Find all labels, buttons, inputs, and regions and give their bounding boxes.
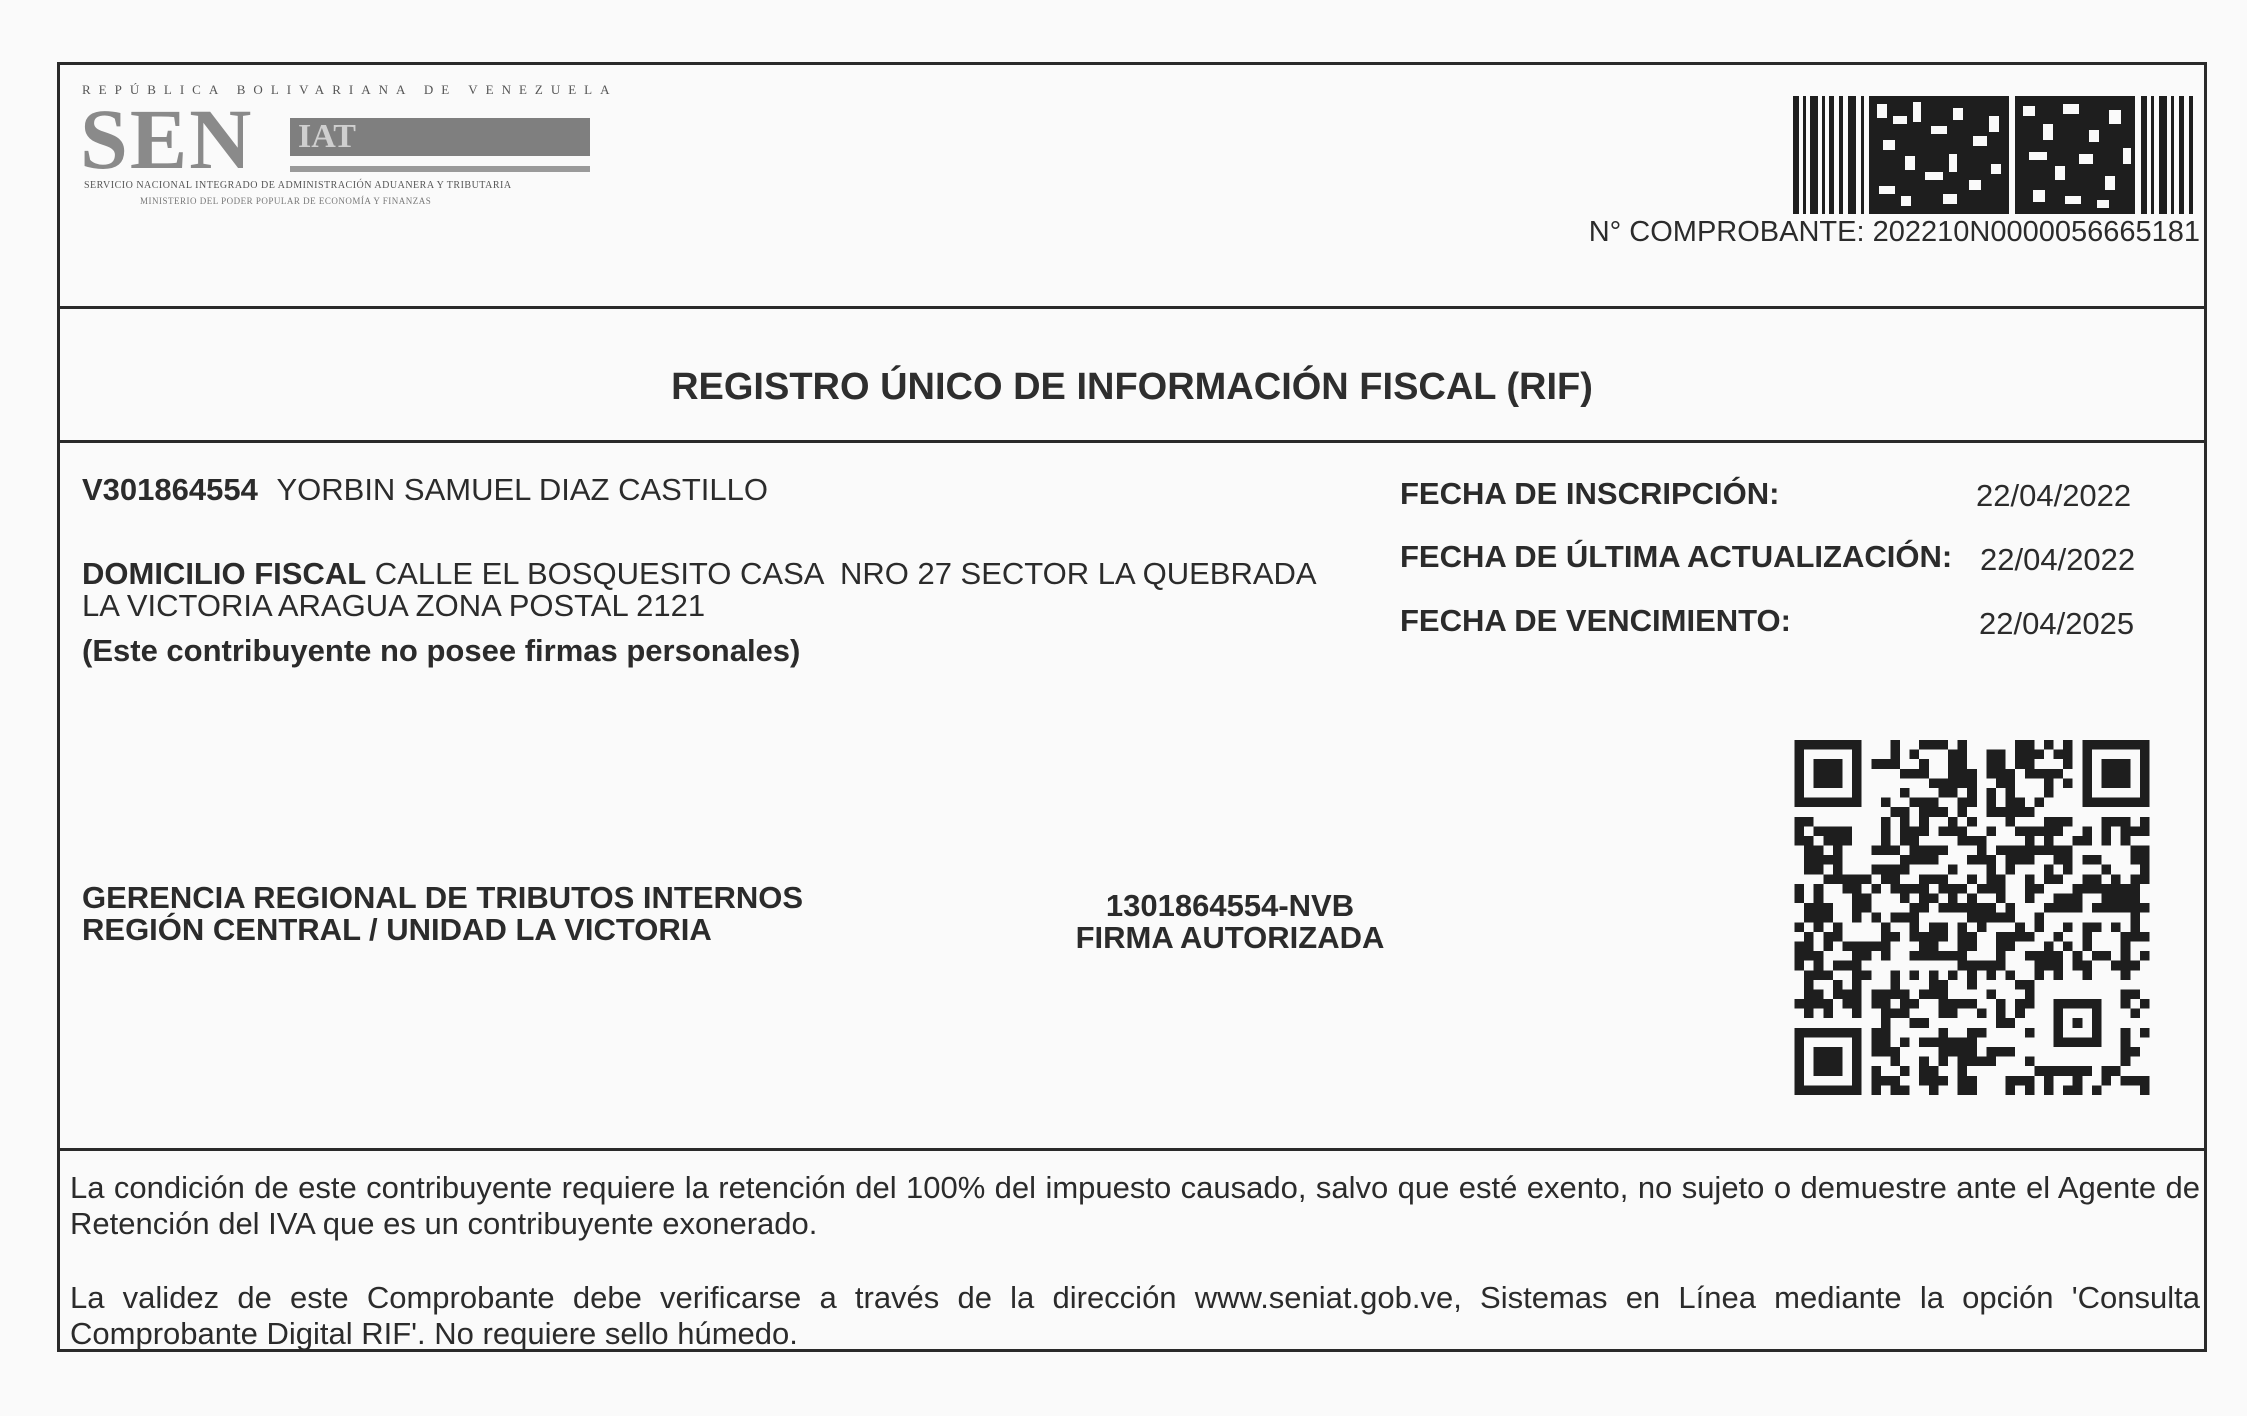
barcode-image — [1793, 96, 2200, 214]
fecha-inscripcion-value: 22/04/2022 — [1976, 478, 2132, 513]
footer-divider — [57, 1148, 2207, 1151]
taxpayer-name: YORBIN SAMUEL DIAZ CASTILLO — [276, 472, 768, 507]
logo-subtitle: SERVICIO NACIONAL INTEGRADO DE ADMINISTRACIÓN ADUANERA Y TRIBUTARIA — [84, 180, 512, 191]
logo-rule — [290, 166, 590, 172]
header-divider-bottom — [57, 440, 2207, 443]
fecha-actualizacion-label: FECHA DE ÚLTIMA ACTUALIZACIÓN: — [1400, 539, 1953, 574]
firmas-note: (Este contribuyente no posee firmas personales) — [82, 633, 801, 668]
domicilio-address-2: LA VICTORIA ARAGUA ZONA POSTAL 2121 — [82, 588, 706, 623]
seniat-logo — [80, 82, 618, 222]
fecha-vencimiento-value: 22/04/2025 — [1979, 606, 2135, 641]
domicilio-address-1: CALLE EL BOSQUESITO CASA NRO 27 SECTOR LA QUEBRADA — [374, 556, 1317, 591]
document-frame — [57, 62, 2207, 1352]
document-title: REGISTRO ÚNICO DE INFORMACIÓN FISCAL (RIF) — [671, 366, 1593, 408]
validity-note: La validez de este Comprobante debe verificarse a través de la dirección www.seniat.gob.ve, Sistemas en Línea mediante la opción 'Consulta Comprobante Digital RIF'. No requiere sello húmedo. — [70, 1280, 2200, 1351]
fecha-vencimiento-label: FECHA DE VENCIMIENTO: — [1400, 603, 1791, 638]
comprobante-value: 202210N0000056665181 — [1872, 216, 2200, 248]
office-line-2: REGIÓN CENTRAL / UNIDAD LA VICTORIA — [82, 912, 712, 947]
fecha-actualizacion-value: 22/04/2022 — [1980, 542, 2136, 577]
header-divider-top — [57, 306, 2207, 309]
fecha-inscripcion-label: FECHA DE INSCRIPCIÓN: — [1400, 476, 1780, 511]
office-line-1: GERENCIA REGIONAL DE TRIBUTOS INTERNOS — [82, 880, 804, 915]
domicilio-line-1 — [82, 556, 1317, 592]
signature-label: FIRMA AUTORIZADA — [1075, 920, 1385, 955]
qr-code — [1792, 740, 2152, 1095]
retention-note: La condición de este contribuyente requiere la retención del 100% del impuesto causado, salvo que esté exento, no sujeto o demuestre ante el Agente de Retención del IVA que es un contribuyente exonerado. — [70, 1170, 2200, 1241]
comprobante-label: N° COMPROBANTE: — [1588, 216, 1865, 248]
logo-wordmark: SEN — [80, 91, 254, 187]
taxpayer-line — [82, 472, 768, 508]
logo-iat-block: IAT — [290, 118, 590, 156]
logo-republic-text: REPÚBLICA BOLIVARIANA DE VENEZUELA — [82, 82, 618, 97]
domicilio-label: DOMICILIO FISCAL — [82, 556, 367, 591]
taxpayer-rif: V301864554 — [82, 472, 258, 507]
logo-ministry: MINISTERIO DEL PODER POPULAR DE ECONOMÍA Y FINANZAS — [140, 196, 432, 206]
comprobante-number — [1520, 216, 2200, 249]
signature-code: 1301864554-NVB — [1105, 888, 1355, 923]
